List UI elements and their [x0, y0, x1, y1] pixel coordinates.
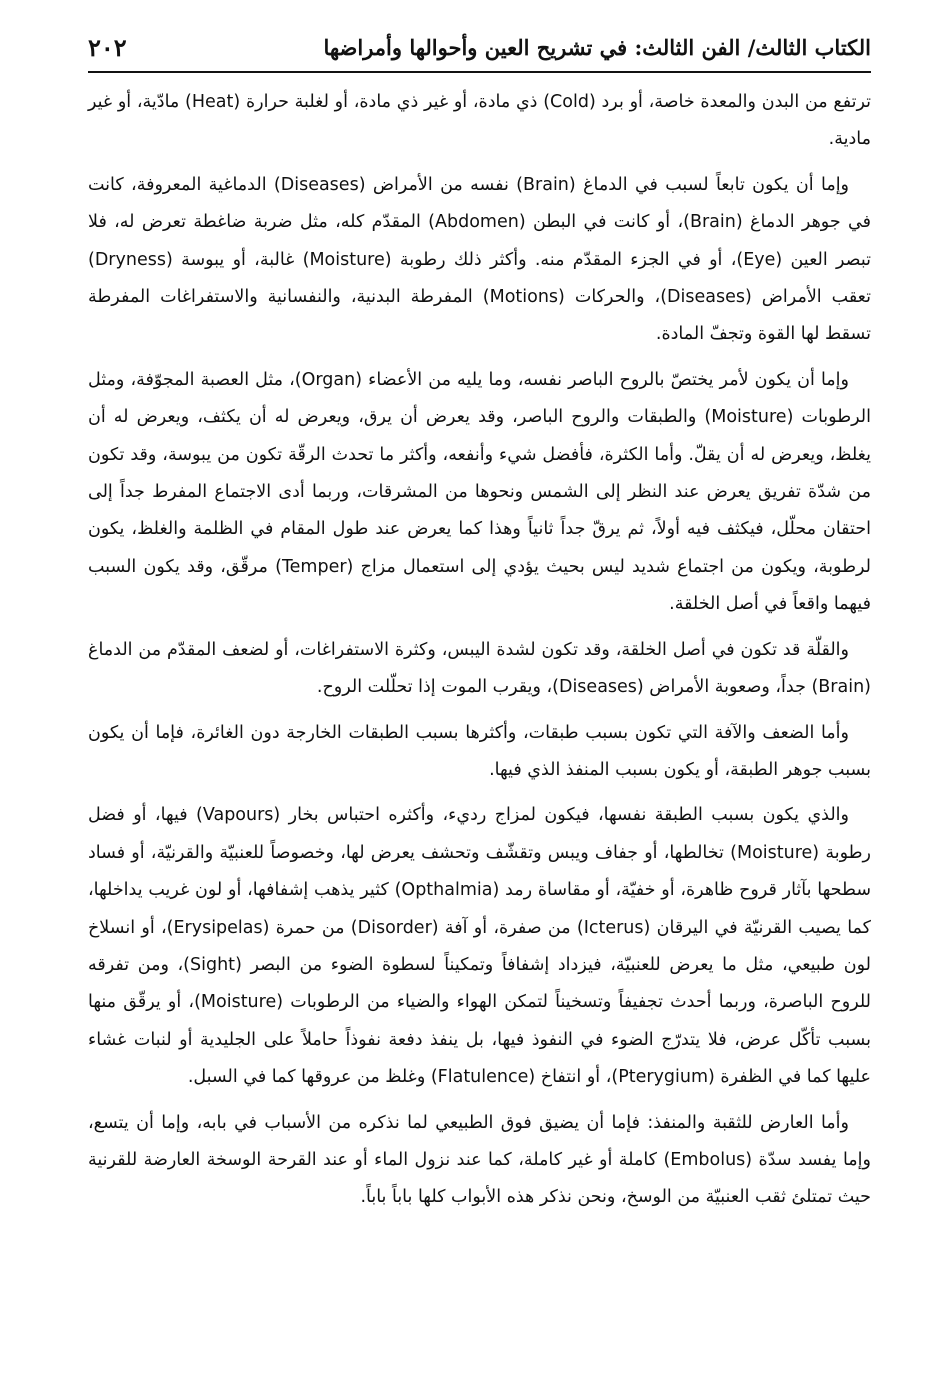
- paragraph-5: وأما الضعف والآفة التي تكون بسبب طبقات، وأكثرها بسبب الطبقات الخارجة دون الغائرة، فإما أن يكون بسبب جوهر الطبقة، أو يكون بسبب المنفذ الذي فيها.: [88, 722, 871, 780]
- paragraph-7: وأما العارض للثقبة والمنفذ: فإما أن يضيق فوق الطبيعي لما نذكره من الأسباب في بابه، وإما أن يتسع، وإما يفسد سدّة (Embolus) كاملة أو غير كاملة، كما عند نزول الماء أو عند القرحة الوسخة العارضة للقرنية حيث تمتلئ ثقب العنبيّة من الوسخ، ونحن نذكر هذه الأبواب كلها باباً باباً.: [88, 1112, 871, 1208]
- header-rule: [88, 71, 871, 73]
- paragraph-2: وإما أن يكون تابعاً لسبب في الدماغ (Brain) نفسه من الأمراض (Diseases) الدماغية المعروفة، كانت في جوهر الدماغ (Brain)، أو كانت في البطن (Abdomen) المقدّم كله، مثل ضربة ضاغطة تعرض له، فلا تبصر العين (Eye)، أو في الجزء المقدّم منه. وأكثر ذلك رطوبة (Moisture) غالبة، أو يبوسة (Dryness) تعقب الأمراض (Diseases)، والحركات (Motions) المفرطة البدنية، والنفسانية والاستفراغات المفرطة تسقط لها القوة وتجفّ المادة.: [88, 174, 871, 345]
- paragraph-3: وإما أن يكون لأمر يختصّ بالروح الباصر نفسه، وما يليه من الأعضاء (Organ)، مثل العصبة المجوّفة، ومثل الرطوبات (Moisture) والطبقات والروح الباصر، وقد يعرض أن يرق، ويعرض له أن يكثف، ويعرض له أن يغلظ، ويعرض له أن يقلّ. وأما الكثرة، فأفضل شيء وأنفعه، وأكثر ما تحدث الرقّة تكون من يبوسة، وقد تكون من شدّة تفريق يعرض عند النظر إلى الشمس ونحوها من المشرقات، وربما أدى الاجتماع المفرط جداً إلى احتقان محلّل، فيكثف فيه أولاً، ثم يرقّ جداً ثانياً وهذا كما يعرض عند طول المقام في الظلمة والغلظ، يكون لرطوبة، ويكون من اجتماع شديد ليس بحيث يؤدي إلى استعمال مزاج (Temper) مرقّق، وقد يكون السبب فيهما واقعاً في أصل الخلقة.: [88, 369, 871, 615]
- running-title: الكتاب الثالث/ الفن الثالث: في تشريح العين وأحوالها وأمراضها: [323, 34, 871, 60]
- paragraph-4: والقلّة قد تكون في أصل الخلقة، وقد تكون لشدة اليبس، وكثرة الاستفراغات، أو لضعف المقدّم من الدماغ (Brain) جداً، وصعوبة الأمراض (Diseases)، ويقرب الموت إذا تحلّلت الروح.: [88, 639, 871, 698]
- paragraph-1: ترتفع من البدن والمعدة خاصة، أو برد (Cold) ذي مادة، أو غير ذي مادة، أو لغلبة حرارة (Heat) مادّية، أو غير مادية.: [88, 92, 871, 150]
- page-body: [88, 84, 871, 1225]
- paragraph-6: والذي يكون بسبب الطبقة نفسها، فيكون لمزاج رديء، وأكثره احتباس بخار (Vapours) فيها، أو فضل رطوبة (Moisture) تخالطها، أو جفاف ويبس وتقشّف وتحشف يعرض لها، وخصوصاً للعنبيّة والقرنيّة، أو فساد سطحها بآثار قروح ظاهرة، أو خفيّة، أو مقاساة رمد (Opthalmia) كثير يذهب إشفافها، أو لون غريب يداخلها، كما يصيب القرنيّة في اليرقان (Icterus) من صفرة، أو آفة (Disorder) من حمرة (Erysipelas)، أو انسلاخ لون طبيعي، مثل ما يعرض للعنبيّة، فيزداد إشفافاً وتمكيناً لسطوة الضوء من البصر (Sight)، ومن تفرقه للروح الباصرة، وربما أحدث تجفيفاً وتسخيناً لتمكن الهواء والضياء من الرطوبات (Moisture)، أو يرقّق منها بسبب تأكّل عرض، فلا يتدرّج الضوء في النفوذ فيها، بل ينفذ دفعة نفوذاً حاملاً على الجليدية أو لنبات غشاء عليها كما في الظفرة (Pterygium)، أو انتفاخ (Flatulence) وغلظ من عروقها كما في السبل.: [88, 805, 871, 1088]
- page-number: ٢٠٢: [88, 32, 127, 62]
- page-header: [88, 24, 871, 70]
